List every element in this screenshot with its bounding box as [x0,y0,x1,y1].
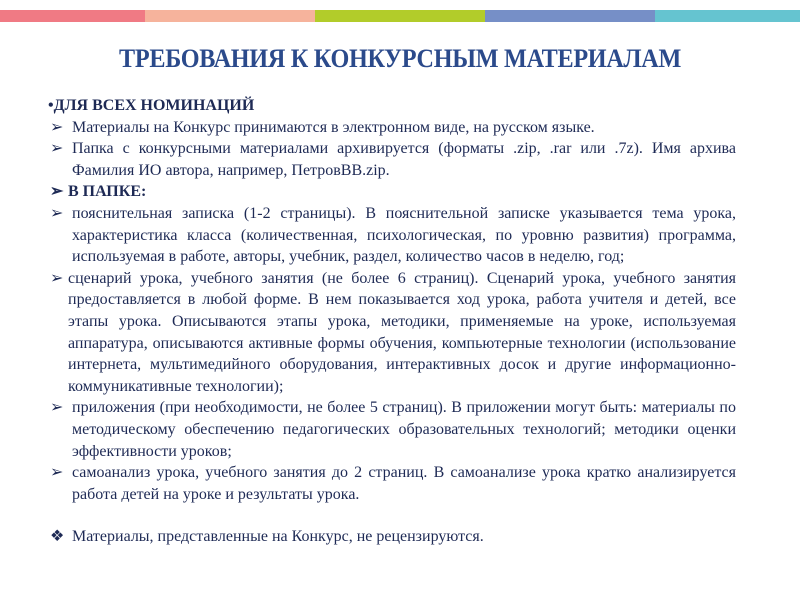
arrow-bullet-icon: ➢ [50,269,64,287]
section-heading: •ДЛЯ ВСЕХ НОМИНАЦИЙ [48,97,255,114]
slide-title: ТРЕБОВАНИЯ К КОНКУРСНЫМ МАТЕРИАЛАМ [119,44,681,73]
folder-heading: ➢ В ПАПКЕ: [48,181,736,203]
arrow-bullet-icon: ➢ [50,140,64,158]
color-bar-cyan [655,10,800,22]
arrow-bullet-icon: ➢ [50,183,64,201]
arrow-bullet-icon: ➢ [50,118,64,136]
color-bar-pink [0,10,145,22]
list-item: ➢ пояснительная записка (1-2 страницы). В пояснительной записке указывается тема урока, характеристика класса (количественная, психологическая, по уровню развития) программа, используемая в работе, авторы, учебник, раздел, количество часов в неделю, год; [50,204,736,266]
list-item: ➢ сценарий урока, учебного занятия (не более 6 страниц). Сценарий урока, учебного занятия предоставляется в любой форме. В нем показывается ход урока, работа учителя и детей, все этапы урока. Описываются этапы урока, методики, применяемые на уроке, используемая аппаратура, описываются активные формы обучения, компьютерные технологии (использование интернета, мультимедийного оборудования, интерактивных досок и другие информационно-коммуникативные технологии); [50,269,736,395]
slide-body [48,95,736,548]
list-item: ➢ Материалы на Конкурс принимаются в электронном виде, на русском языке. [48,117,736,139]
arrow-bullet-icon: ➢ [50,399,64,417]
arrow-bullet-icon: ➢ [50,204,64,222]
note-item: ❖ Материалы, представленные на Конкурс, не рецензируются. [48,526,736,548]
color-bar-blue [485,10,655,22]
list-item: ➢ Папка с конкурсными материалами архивируется (форматы .zip, .rar или .7z). Имя архива Фамилия ИО автора, например, ПетровВВ.zip. [50,140,736,179]
arrow-bullet-icon: ➢ [50,464,64,482]
color-bar-peach [145,10,315,22]
list-item: ➢ самоанализ урока, учебного занятия до 2 страниц. В самоанализе урока кратко анализируется работа детей на уроке и результаты урока. [50,464,736,503]
color-bar-green [315,10,485,22]
list-item: ➢ приложения (при необходимости, не более 5 страниц). В приложении могут быть: материалы по методическому обеспечению педагогических образовательных технологий; методики оценки эффективности уроков; [50,399,736,460]
decorative-color-bar [0,10,800,22]
diamond-bullet-icon: ❖ [50,528,65,546]
